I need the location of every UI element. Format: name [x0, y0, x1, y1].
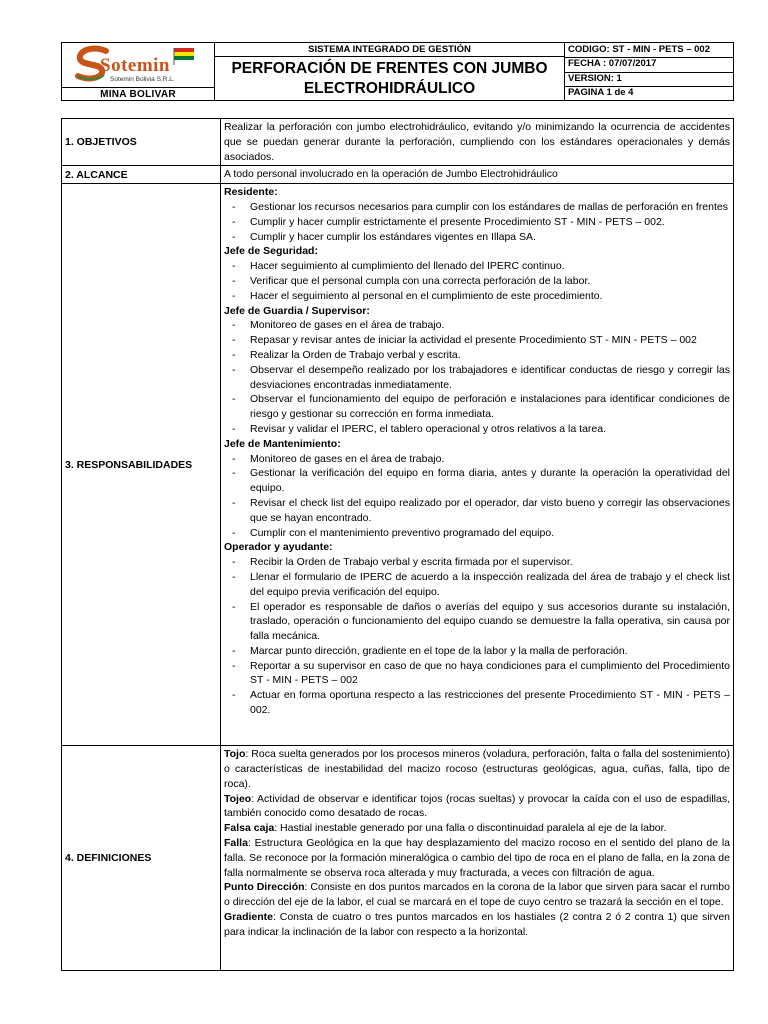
list-item-text: Cumplir y hacer cumplir estrictamente el presente Procedimiento ST - MIN - PETS – 002.: [250, 215, 665, 228]
list-item-text: Monitoreo de gases en el área de trabajo.: [250, 452, 445, 465]
alcance-row: [62, 166, 734, 184]
list-item-text: Observar el desempeño realizado por los trabajadores e identificar conductas de riesgo y corregir las desviaciones encontradas inmediatamente.: [250, 363, 730, 391]
list-dash: -: [232, 467, 236, 480]
page-number: PAGINA 1 de 4: [568, 87, 634, 98]
list-item: [224, 570, 730, 600]
definiciones-row: [62, 746, 734, 971]
objetivos-text: Realizar la perforación con jumbo electrohidráulico, evitando y/o minimizando la ocurrencia de accidentes que se puedan generar durante la perforación, cumpliendo con los estándares operacionales y demás asociados.: [221, 119, 734, 166]
list-item-text: Gestionar los recursos necesarios para cumplir con los estándares de mallas de perforación en frentes: [250, 200, 728, 213]
list-item-text: Reportar a su supervisor en caso de que no haya condiciones para el cumplimiento del Procedimiento ST - MIN - PETS – 002: [250, 659, 730, 687]
list-dash: -: [232, 289, 236, 302]
list-item: [224, 555, 730, 570]
definition-item: [224, 792, 730, 822]
definition-text: : Hastial inestable generado por una falla o discontinuidad paralela al eje de la labor.: [274, 822, 667, 835]
responsibility-group-title: Jefe de Seguridad:: [224, 245, 318, 258]
definition-text: : Actividad de observar e identificar tojos (rocas sueltas) y provocar la caída con el uso de espadillas, también conocido como desatado de rocas.: [224, 792, 730, 820]
document-code: CODIGO: ST - MIN - PETS – 002: [568, 44, 710, 55]
list-dash: -: [232, 274, 236, 287]
list-item: [224, 392, 730, 422]
list-item-text: Cumplir con el mantenimiento preventivo programado del equipo.: [250, 526, 555, 539]
list-item: [224, 363, 730, 393]
list-item: [224, 526, 730, 541]
definition-item: [224, 821, 730, 836]
list-dash: -: [232, 260, 236, 273]
definition-item: [224, 880, 730, 910]
document-date: FECHA : 07/07/2017: [568, 58, 657, 69]
definiciones-label: 4. DEFINICIONES: [62, 746, 221, 971]
list-item-text: Revisar el check list del equipo realizado por el operador, dar visto bueno y corregir las observaciones que se hayan encontrado.: [250, 496, 730, 524]
definition-term: Punto Dirección: [224, 881, 305, 894]
list-dash: -: [232, 496, 236, 509]
list-dash: -: [232, 659, 236, 672]
list-item-text: Repasar y revisar antes de iniciar la actividad el presente Procedimiento ST - MIN - PETS – 002: [250, 334, 697, 347]
document-title: [215, 57, 564, 101]
list-dash: -: [232, 363, 236, 376]
mine-name: MINA BOLIVAR: [100, 89, 176, 100]
alcance-text: A todo personal involucrado en la operación de Jumbo Electrohidráulico: [221, 166, 734, 184]
responsabilidades-label: 3. RESPONSABILIDADES: [62, 184, 221, 746]
definition-text: : Estructura Geológica en la que hay desplazamiento del macizo rocoso en el sentido del plano de la falla. Se reconoce por la formación mineralógica o cambio del tipo de roca en el plano de falla, en la zona de falla normalmente se observa roca alterada y muy fracturada, a veces con filtración de agua.: [224, 836, 730, 879]
list-dash: -: [232, 215, 236, 228]
procedure-table: [61, 118, 734, 971]
list-item-text: Marcar punto dirección, gradiente en el tope de la labor y la malla de perforación.: [250, 644, 628, 657]
definition-term: Falsa caja: [224, 822, 275, 835]
responsabilidades-row: [62, 184, 734, 746]
list-item: [224, 200, 730, 215]
list-item-text: El operador es responsable de daños o averías del equipo y sus accesorios durante su instalación, traslado, operación o funcionamiento del equipo cuando se demuestre la falla operativa, sin causa por falla mecánica.: [250, 600, 730, 643]
company-logo: [62, 43, 214, 87]
list-dash: -: [232, 452, 236, 465]
list-dash: -: [232, 526, 236, 539]
list-item: [224, 688, 730, 718]
list-dash: -: [232, 556, 236, 569]
list-dash: -: [232, 644, 236, 657]
title-line-1: PERFORACIÓN DE FRENTES CON JUMBO: [231, 60, 548, 77]
list-item-text: Llenar el formulario de IPERC de acuerdo a la inspección realizada del área de trabajo y el check list del equipo previa verificación del equipo.: [250, 570, 730, 598]
list-dash: -: [232, 393, 236, 406]
list-item: [224, 600, 730, 644]
list-item: [224, 318, 730, 333]
responsibility-group-title: Residente:: [224, 186, 278, 199]
definition-text: : Roca suelta generados por los procesos mineros (voladura, perforación, falta o falla del sostenimiento) o características de inestabilidad del macizo rocoso (estructuras geológicas, agua, cuñas, falla, tipo de roca).: [224, 748, 730, 790]
definition-text: : Consiste en dos puntos marcados en la corona de la labor que sirven para sacar el rumbo o dirección del eje de la labor, el cual se marcará en el tope de cuyo centro se trazará la sección en el tope.: [224, 881, 730, 909]
list-item-text: Monitoreo de gases en el área de trabajo.: [250, 319, 445, 332]
alcance-label: 2. ALCANCE: [62, 166, 221, 184]
definition-item: [224, 836, 730, 880]
list-item: [224, 452, 730, 467]
list-item-text: Realizar la Orden de Trabajo verbal y escrita.: [250, 348, 461, 361]
definiciones-content: [221, 746, 734, 971]
list-item-text: Hacer seguimiento al cumplimiento del llenado del IPERC continuo.: [250, 260, 565, 273]
list-dash: -: [232, 689, 236, 702]
definition-item: [224, 747, 730, 791]
logo-subtext: Sotemin Bolivia S.R.L.: [110, 76, 175, 83]
title-line-2: ELECTROHIDRÁULICO: [303, 80, 476, 97]
list-dash: -: [232, 334, 236, 347]
list-item: [224, 466, 730, 496]
list-item: [224, 333, 730, 348]
definition-text: : Consta de cuatro o tres puntos marcados en los hastiales (2 contra 2 ó 2 contra 1) que sirven para indicar la inclinación de la labor con respecto a la horizontal.: [224, 910, 730, 938]
definition-term: Falla: [224, 836, 248, 849]
list-item: [224, 644, 730, 659]
definition-term: Tojeo: [224, 792, 252, 805]
list-item-text: Recibir la Orden de Trabajo verbal y escrita firmada por el supervisor.: [250, 556, 573, 569]
definition-term: Gradiente: [224, 910, 274, 923]
system-name: SISTEMA INTEGRADO DE GESTIÓN: [308, 44, 471, 55]
definition-item: [224, 910, 730, 940]
list-dash: -: [232, 200, 236, 213]
document-version: VERSION: 1: [568, 73, 622, 84]
list-dash: -: [232, 422, 236, 435]
list-item: [224, 259, 730, 274]
list-item: [224, 230, 730, 245]
list-item: [224, 496, 730, 526]
objetivos-row: [62, 119, 734, 166]
list-item-text: Cumplir y hacer cumplir los estándares vigentes en Illapa SA.: [250, 230, 536, 243]
list-item-text: Hacer el seguimiento al personal en el cumplimiento de este procedimiento.: [250, 289, 603, 302]
list-item-text: Verificar que el personal cumpla con una correcta perforación de la labor.: [250, 274, 591, 287]
list-item: [224, 215, 730, 230]
list-dash: -: [232, 348, 236, 361]
list-item: [224, 289, 730, 304]
responsibility-group-title: Operador y ayudante:: [224, 541, 333, 554]
list-item: [224, 348, 730, 363]
list-dash: -: [232, 600, 236, 613]
objetivos-label: 1. OBJETIVOS: [62, 119, 221, 166]
list-item-text: Revisar y validar el IPERC, el tablero operacional y otros relativos a la tarea.: [250, 422, 606, 435]
list-item: [224, 274, 730, 289]
list-item-text: Actuar en forma oportuna respecto a las restricciones del presente Procedimiento ST - MIN - PETS – 002.: [250, 689, 730, 717]
list-item: [224, 422, 730, 437]
responsabilidades-content: [221, 184, 734, 746]
definition-term: Tojo: [224, 748, 246, 761]
logo-text: Sotemin: [100, 55, 170, 76]
list-item-text: Observar el funcionamiento del equipo de perforación e instalaciones para identificar condiciones de riesgo y gestionar su corrección en forma inmediata.: [250, 393, 730, 421]
list-dash: -: [232, 230, 236, 243]
list-item-text: Gestionar la verificación del equipo en forma diaria, antes y durante la operación la operatividad del equipo.: [250, 467, 730, 495]
document-header: [61, 42, 734, 101]
list-dash: -: [232, 570, 236, 583]
list-item: [224, 659, 730, 689]
responsibility-group-title: Jefe de Guardia / Supervisor:: [224, 304, 370, 317]
list-dash: -: [232, 319, 236, 332]
responsibility-group-title: Jefe de Mantenimiento:: [224, 437, 341, 450]
